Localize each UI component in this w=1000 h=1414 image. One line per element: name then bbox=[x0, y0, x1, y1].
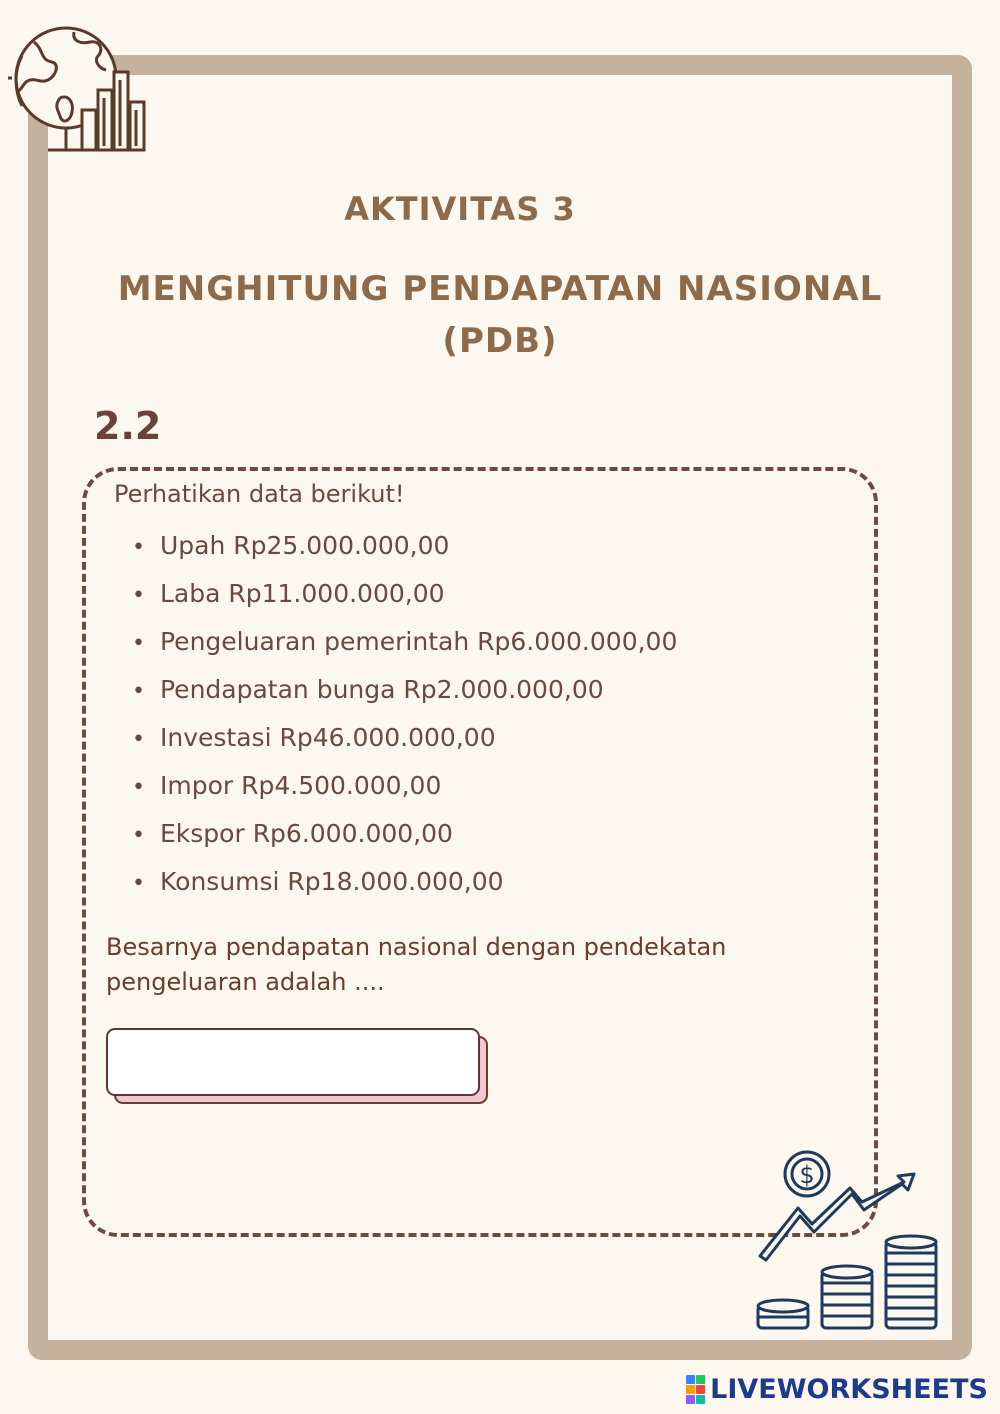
list-item: • Pendapatan bunga Rp2.000.000,00 bbox=[132, 666, 677, 714]
liveworksheets-logo[interactable] bbox=[686, 1372, 988, 1406]
list-item: • Upah Rp25.000.000,00 bbox=[132, 522, 677, 570]
list-item: • Laba Rp11.000.000,00 bbox=[132, 570, 677, 618]
svg-text:$: $ bbox=[799, 1161, 815, 1189]
intro-text: Perhatikan data berikut! bbox=[114, 480, 405, 508]
list-item: • Impor Rp4.500.000,00 bbox=[132, 762, 677, 810]
activity-title: AKTIVITAS 3 bbox=[344, 190, 576, 228]
data-list bbox=[132, 522, 677, 906]
answer-input[interactable] bbox=[106, 1028, 480, 1096]
question-text: Besarnya pendapatan nasional dengan pendekatan pengeluaran adalah .... bbox=[106, 933, 727, 996]
list-item: • Ekspor Rp6.000.000,00 bbox=[132, 810, 677, 858]
page-title: MENGHITUNG PENDAPATAN NASIONAL (PDB) bbox=[117, 269, 883, 361]
section-number: 2.2 bbox=[94, 404, 162, 448]
globe-chart-icon bbox=[4, 20, 154, 160]
logo-mark-icon bbox=[686, 1375, 705, 1404]
brand-name: LIVEWORKSHEETS bbox=[710, 1373, 988, 1405]
list-item: • Konsumsi Rp18.000.000,00 bbox=[132, 858, 677, 906]
money-growth-icon bbox=[752, 1148, 952, 1333]
list-item: • Investasi Rp46.000.000,00 bbox=[132, 714, 677, 762]
list-item: • Pengeluaran pemerintah Rp6.000.000,00 bbox=[132, 618, 677, 666]
